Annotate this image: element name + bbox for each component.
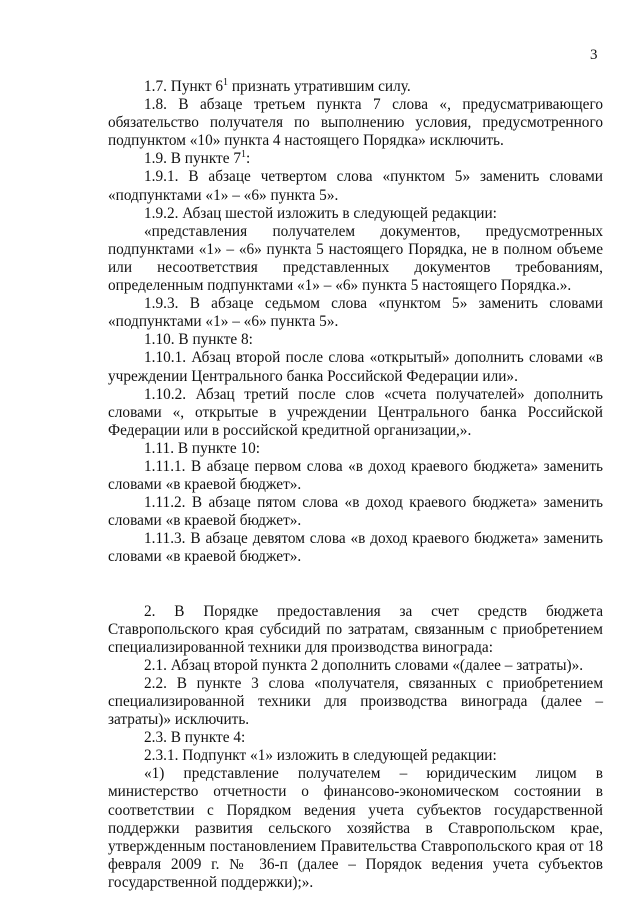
paragraph-quote-1: «представления получателем документов, предусмотренных подпунктами «1» – «6» пункта 5 настоящего Порядка, не в полном объеме или несоответствия представленных документов требованиям, определенным подпунктами «1» – «6» пункта 5 настоящего Порядка.». <box>108 222 603 295</box>
paragraph-1-9-3: 1.9.3. В абзаце седьмом слова «пунктом 5» заменить словами «подпунктами «1» – «6» пункта 5». <box>108 295 603 331</box>
paragraph-1-9-1: 1.9.1. В абзаце четвертом слова «пунктом 5» заменить словами «подпунктами «1» – «6» пункта 5». <box>108 168 603 204</box>
paragraph-2: 2. В Порядке предоставления за счет средств бюджета Ставропольского края субсидий по затратам, связанным с приобретением специализированной техники для производства винограда: <box>108 602 603 656</box>
paragraph-1-7: 1.7. Пункт $6^1$ признать утратившим силу. <box>144 76 411 95</box>
paragraph-quote-2: «1) представление получателем – юридическим лицом в министерство отчетности о финансово-экономическом состоянии в соответствии с Порядком ведения учета субъектов государственной поддержки развития сельского хозяйства в Ставропольском крае, утвержденным постановлением Правительства Ставропольского края от 18 февраля 2009 г. № 36-п (далее – Порядок ведения учета субъектов государственной поддержки);». <box>108 765 603 891</box>
paragraph-1-11-1: 1.11.1. В абзаце первом слова «в доход краевого бюджета» заменить словами «в краевой бюджет». <box>108 457 603 494</box>
paragraph-1-11: 1.11. В пункте 10: <box>144 439 260 457</box>
paragraph-1-8: 1.8. В абзаце третьем пункта 7 слова «, предусматривающего обязательство получателя по выполнению условия, предусмотренного подпунктом «10» пункта 4 настоящего Порядка» исключить. <box>108 96 603 150</box>
paragraph-1-10-2: 1.10.2. Абзац третий после слов «счета получателей» дополнить словами «, открытые в учреждении Центрального банка Российской Федерации или в российской кредитной организации,». <box>108 385 603 439</box>
paragraph-2-3: 2.3. В пункте 4: <box>144 729 246 747</box>
paragraph-1-10: 1.10. В пункте 8: <box>144 331 253 349</box>
paragraph-1-11-2: 1.11.2. В абзаце пятом слова «в доход краевого бюджета» заменить словами «в краевой бюджет». <box>108 494 603 530</box>
section-gap <box>108 567 603 603</box>
paragraph-1-11-3: 1.11.3. В абзаце девятом слова «в доход краевого бюджета» заменить словами «в краевой бюджет». <box>108 530 603 566</box>
paragraph-2-2: 2.2. В пункте 3 слова «получателя, связанных с приобретением специализированной техники для производства винограда (далее – затраты)» исключить. <box>108 674 603 729</box>
document-body <box>108 78 603 892</box>
paragraph-2-1: 2.1. Абзац второй пункта 2 дополнить словами «(далее – затраты)». <box>144 656 584 674</box>
paragraph-1-9-2: 1.9.2. Абзац шестой изложить в следующей редакции: <box>144 204 497 222</box>
paragraph-2-3-1: 2.3.1. Подпункт «1» изложить в следующей редакции: <box>144 747 497 765</box>
superscript: 1 <box>241 149 246 161</box>
paragraph-1-9: 1.9. В пункте $7^1$: <box>144 149 251 168</box>
paragraph-1-10-1: 1.10.1. Абзац второй после слова «открытый» дополнить словами «в учреждении Центрального банка Российской Федерации или». <box>108 349 603 385</box>
superscript: 1 <box>223 76 229 88</box>
page-number: 3 <box>590 47 598 63</box>
